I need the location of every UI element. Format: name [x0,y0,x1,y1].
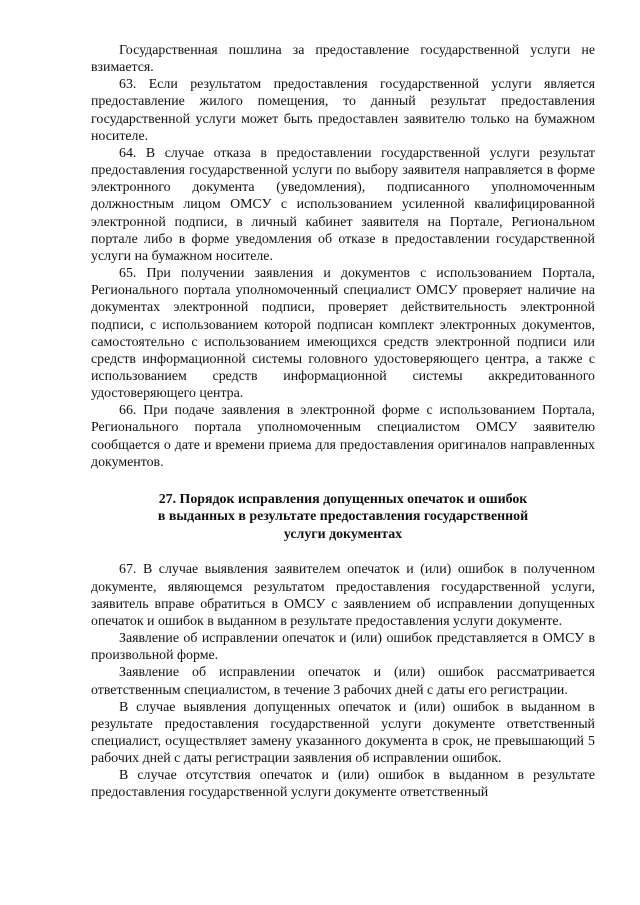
paragraph-review-period: Заявление об исправлении опечаток и (или) ошибок рассматривается ответственным специалистом, в течение 3 рабочих дней с даты его регистрации. [91,665,595,698]
paragraph-63: 63. Если результатом предоставления государственной услуги является предоставление жилого помещения, то данный результат предоставления государственной услуги может быть предоставлен заявителю только на бумажном носителе. [91,77,595,144]
section-heading-27 [91,491,595,544]
document-page [91,42,595,802]
section-heading-line: услуги документах [283,526,403,542]
paragraph-errors-found: В случае выявления допущенных опечаток и (или) ошибок в выданном в результате предоставления государственной услуги документе ответственный специалист, осуществляет замену указанного документа в срок, не превышающий 5 рабочих дней с даты регистрации заявления об исправлении ошибок. [91,699,595,767]
section-heading-line: 27. Порядок исправления допущенных опечаток и ошибок [158,491,528,507]
paragraph-65: 65. При получении заявления и документов с использованием Портала, Регионального портала уполномоченный специалист ОМСУ проверяет наличие на документах электронной подписи, проверяет действительность электронной подписи, с использованием которой подписан комплект электронных документов, самостоятельно с использованием имеющихся средств электронной подписи или средств информационной системы головного удостоверяющего центра, а также с использованием средств информационной системы аккредитованного удостоверяющего центра. [91,266,595,402]
paragraph-duty: Государственная пошлина за предоставление государственной услуги не взимается. [91,43,595,76]
paragraph-66: 66. При подаче заявления в электронной форме с использованием Портала, Регионального портала уполномоченным специалистом ОМСУ заявителю сообщается о дате и времени приема для предоставления оригиналов направленных документов. [91,403,595,470]
paragraph-64: 64. В случае отказа в предоставлении государственной услуги результат предоставления государственной услуги по выбору заявителя направляется в форме электронного документа (уведомления), подписанного уполномоченным должностным лицом ОМСУ с использованием усиленной квалифицированной электронной подписи, в личный кабинет заявителя на Портале, Региональном портале либо в форме уведомления об отказе в предоставлении государственной услуги на бумажном носителе. [91,145,595,264]
paragraph-application-form: Заявление об исправлении опечаток и (или) ошибок представляется в ОМСУ в произвольной форме. [91,631,595,664]
section-heading-line: в выданных в результате предоставления государственной [157,509,529,525]
paragraph-no-errors: В случае отсутствия опечаток и (или) ошибок в выданном в результате предоставления государственной услуги документе ответственный [91,768,595,801]
paragraph-67: 67. В случае выявления заявителем опечаток и (или) ошибок в полученном документе, являющемся результатом предоставления государственной услуги, заявитель вправе обратиться в ОМСУ с заявлением об исправлении допущенных опечаток и ошибок в выданном в результате предоставления услуги документе. [91,562,595,629]
